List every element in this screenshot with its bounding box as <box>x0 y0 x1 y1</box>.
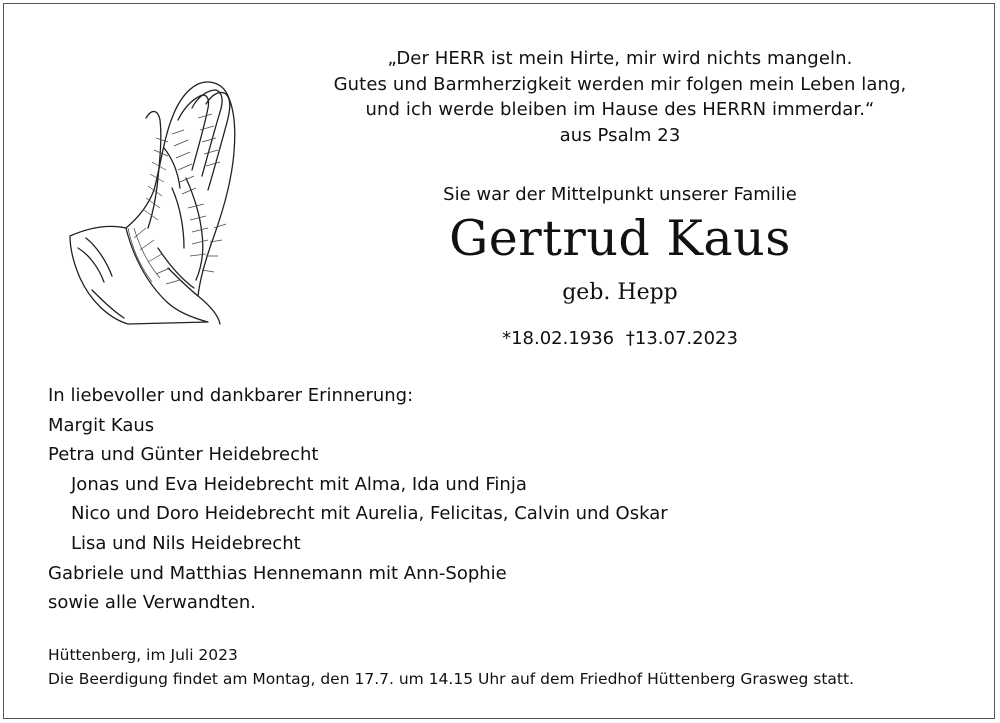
place-date: Hüttenberg, im Juli 2023 <box>48 646 238 664</box>
mourner-line: Lisa und Nils Heidebrecht <box>71 532 301 554</box>
life-dates: *18.02.1936 †13.07.2023 <box>502 328 738 349</box>
funeral-info: Die Beerdigung findet am Montag, den 17.7. um 14.15 Uhr auf dem Friedhof Hüttenberg Grasweg statt. <box>48 670 854 688</box>
quote-line: und ich werde bleiben im Hause des HERRN immerdar.“ <box>365 99 875 120</box>
mourner-line: Margit Kaus <box>48 414 155 436</box>
footer <box>48 643 854 691</box>
mourners-list <box>48 381 668 618</box>
psalm-quote <box>300 46 940 148</box>
deceased-intro: Sie war der Mittelpunkt unserer Familie <box>443 184 797 205</box>
mourner-line: sowie alle Verwandten. <box>48 592 256 614</box>
mourners-heading: In liebevoller und dankbarer Erinnerung: <box>48 385 414 406</box>
deceased-name: Gertrud Kaus <box>449 210 791 267</box>
mourner-line: Petra und Günter Heidebrecht <box>48 444 319 466</box>
praying-hands-icon <box>68 78 248 328</box>
mourner-line: Jonas und Eva Heidebrecht mit Alma, Ida und Finja <box>71 473 527 495</box>
mourner-line: Gabriele und Matthias Hennemann mit Ann-Sophie <box>48 562 507 584</box>
maiden-name: geb. Hepp <box>562 280 678 305</box>
mourner-line: Nico und Doro Heidebrecht mit Aurelia, Felicitas, Calvin und Oskar <box>71 503 668 525</box>
quote-line: „Der HERR ist mein Hirte, mir wird nichts mangeln. <box>387 48 853 69</box>
quote-source: aus Psalm 23 <box>559 124 681 146</box>
quote-line: Gutes und Barmherzigkeit werden mir folgen mein Leben lang, <box>333 73 907 95</box>
